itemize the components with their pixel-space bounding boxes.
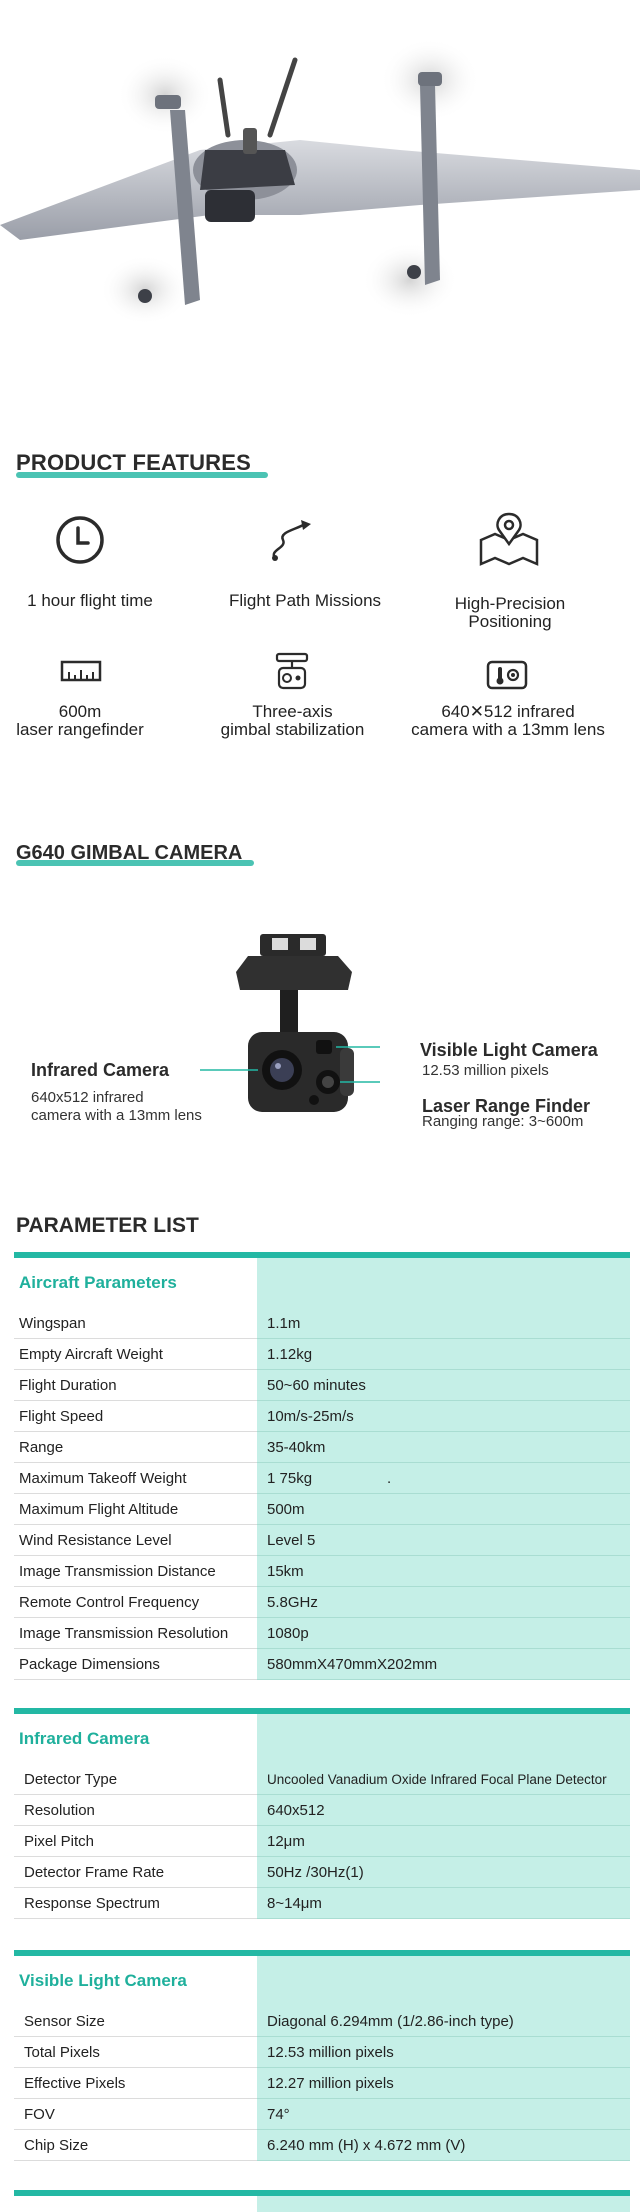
gimbal-icon [273,652,311,694]
drone-hero-image [0,0,640,340]
laser-rangefinder-label: Laser Range Finder [422,1096,591,1116]
param-value: 500m [257,1494,630,1525]
feature-flight-path: Flight Path Missions [228,591,382,610]
aircraft-parameters-table [14,1252,630,1680]
table-heading: Infrared Camera [14,1714,257,1764]
param-key: Wingspan [14,1308,257,1339]
param-key: Maximum Flight Altitude [14,1494,257,1525]
param-value: 580mmX470mmX202mm [257,1649,630,1680]
param-value: Uncooled Vanadium Oxide Infrared Focal Plane Detector [257,1764,630,1795]
table-row [14,1401,630,1432]
feature-rangefinder: 600m laser rangefinder [16,702,144,739]
param-key: FOV [14,2099,257,2130]
table-row [14,2130,630,2161]
visible-camera-label: Visible Light Camera [420,1040,598,1060]
table-row [14,1339,630,1370]
table-row [14,1618,630,1649]
features-section-title [16,450,251,476]
param-value: 1080p [257,1618,630,1649]
parameter-list-title: PARAMETER LIST [16,1214,199,1237]
gimbal-camera-image [200,930,380,1130]
param-value: Diagonal 6.294mm (1/2.86-inch type) [257,2006,630,2037]
param-value: Level 5 [257,1525,630,1556]
param-key: Chip Size [14,2130,257,2161]
features-title-text: PRODUCT FEATURES [16,450,252,475]
infrared-camera-desc: 640x512 infrared camera with a 13mm lens [31,1089,202,1124]
table-header [14,1258,630,1308]
param-key: Total Pixels [14,2037,257,2068]
param-key: Flight Duration [14,1370,257,1401]
table-row [14,1525,630,1556]
param-value: 74° [257,2099,630,2130]
gimbal-title-text: G640 GIMBAL CAMERA [16,842,243,864]
param-key: Image Transmission Distance [14,1556,257,1587]
param-value: 10m/s-25m/s [257,1401,630,1432]
infrared-camera-label: Infrared Camera [31,1060,170,1080]
table-row [14,1764,630,1795]
param-value: 1.1m [257,1308,630,1339]
table-row [14,1463,630,1494]
flight-path-icon [265,514,317,566]
param-key: Maximum Takeoff Weight [14,1463,257,1494]
table-row [14,1370,630,1401]
param-key: Sensor Size [14,2006,257,2037]
thermometer-icon [486,660,528,690]
param-value: 6.240 mm (H) x 4.672 mm (V) [257,2130,630,2161]
table-header [14,1714,630,1764]
table-heading-cell [257,1714,630,1764]
feature-positioning: High-Precision Positioning [454,594,566,631]
map-pin-icon [477,510,541,568]
next-table-header-cell [257,2196,630,2212]
table-row [14,1857,630,1888]
param-key: Pixel Pitch [14,1826,257,1857]
param-key: Package Dimensions [14,1649,257,1680]
param-key: Range [14,1432,257,1463]
table-row [14,2099,630,2130]
feature-gimbal: Three-axis gimbal stabilization [220,702,365,739]
infrared-camera-table [14,1708,630,1919]
table-heading: Visible Light Camera [14,1956,257,2006]
param-key: Response Spectrum [14,1888,257,1919]
table-row [14,1432,630,1463]
table-row [14,1826,630,1857]
laser-rangefinder-desc: Ranging range: 3~600m [422,1113,584,1130]
visible-camera-desc: 12.53 million pixels [422,1062,549,1079]
param-value: 1 75kg . [257,1463,630,1494]
param-value: 640x512 [257,1795,630,1826]
table-row [14,1587,630,1618]
param-value: 5.8GHz [257,1587,630,1618]
param-value: 50Hz /30Hz(1) [257,1857,630,1888]
param-value: 12.53 million pixels [257,2037,630,2068]
param-key: Flight Speed [14,1401,257,1432]
param-value: 1.12kg [257,1339,630,1370]
param-value: 50~60 minutes [257,1370,630,1401]
table-row [14,2006,630,2037]
param-key: Image Transmission Resolution [14,1618,257,1649]
feature-infrared: 640✕512 infrared camera with a 13mm lens [411,702,605,739]
param-key: Resolution [14,1795,257,1826]
param-key: Empty Aircraft Weight [14,1339,257,1370]
table-row [14,1649,630,1680]
table-row [14,1494,630,1525]
param-value: 35-40km [257,1432,630,1463]
clock-icon [54,514,106,566]
table-row [14,1308,630,1339]
visible-light-camera-table [14,1950,630,2161]
param-key: Detector Frame Rate [14,1857,257,1888]
feature-flight-time: 1 hour flight time [27,591,153,610]
param-value: 12.27 million pixels [257,2068,630,2099]
ruler-icon [60,658,102,688]
table-row [14,2068,630,2099]
param-value: 15km [257,1556,630,1587]
table-row [14,1556,630,1587]
table-heading-cell [257,1956,630,2006]
table-row [14,1888,630,1919]
param-key: Effective Pixels [14,2068,257,2099]
param-value: 8~14μm [257,1888,630,1919]
gimbal-section-title [16,842,242,865]
table-heading-cell [257,1258,630,1308]
table-row [14,1795,630,1826]
table-row [14,2037,630,2068]
table-heading: Aircraft Parameters [14,1258,257,1308]
param-key: Wind Resistance Level [14,1525,257,1556]
param-value: 12μm [257,1826,630,1857]
param-key: Detector Type [14,1764,257,1795]
param-key: Remote Control Frequency [14,1587,257,1618]
table-header [14,1956,630,2006]
